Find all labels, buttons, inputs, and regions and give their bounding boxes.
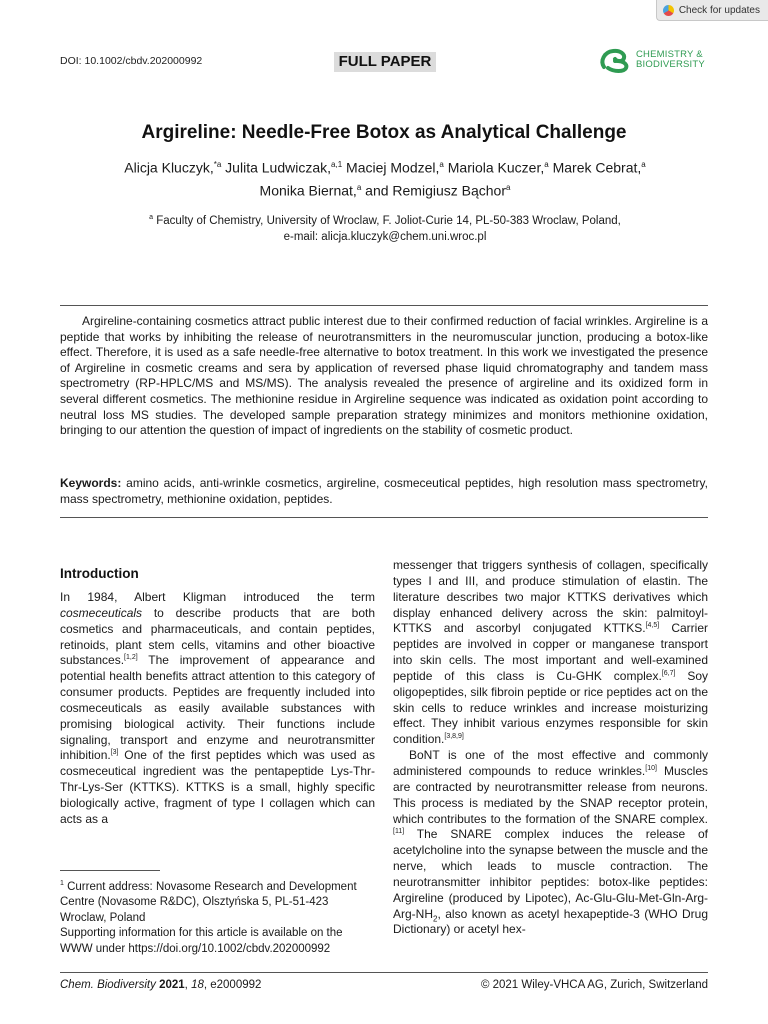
text-run: BoNT is one of the most effective and commonly administered compounds to reduce wrinkles. [393, 748, 708, 778]
paragraph [60, 590, 375, 828]
affiliation-marker: a,1 [331, 160, 343, 169]
author-line [90, 178, 680, 201]
body-column-left [60, 590, 375, 828]
affiliation-marker: a [356, 182, 362, 192]
citation-ref[interactable]: [1,2] [124, 654, 138, 662]
paragraph [393, 558, 708, 748]
affiliation-marker: a [439, 160, 444, 169]
paragraph [393, 748, 708, 938]
citation-ref[interactable]: [4,5] [645, 622, 660, 630]
footnote [60, 876, 375, 926]
supporting-info-note[interactable]: Supporting information for this article is available on the WWW under https://doi.org/10.1002/cbdv.202000992 [60, 927, 343, 955]
text-run: The improvement of appearance and potential health benefits attract attention to this category of consumer products. Peptides are frequently included into cosmeceuticals as easily available substances with promising biological activity. Their functions include signaling, transport and enzyme and neurotransmitter inhibition. [60, 653, 375, 763]
journal-logo-icon [598, 47, 632, 73]
citation-ref[interactable]: [3,8,9] [444, 733, 464, 741]
keywords-label: Keywords: [60, 476, 122, 490]
text-run: One of the first peptides which was used as cosmeceutical ingredient was the pentapeptide Lys-Thr-Thr-Lys-Ser (KTTKS). KTTKS is a small, highly specific biologically active, fragment of type I collagen which can acts as a [60, 748, 375, 826]
author-name: Mariola Kuczer, [443, 159, 545, 176]
author-name: Alicja Kluczyk, [124, 159, 214, 176]
footnote-text: Current address: Novasome Research and Development Centre (Novasome R&DC), Olsztyńska 5, PL-51-423 Wroclaw, Poland [60, 880, 357, 924]
affiliation-marker: a [149, 214, 154, 221]
section-label: FULL PAPER [334, 52, 436, 72]
contact-email[interactable]: e-mail: alicja.kluczyk@chem.uni.wroc.pl [283, 230, 487, 243]
section-heading: Introduction [60, 566, 139, 581]
journal-name-line2: BIODIVERSITY [636, 59, 705, 70]
affiliation [90, 210, 680, 245]
check-for-updates-badge[interactable] [656, 0, 768, 21]
copyright: © 2021 Wiley-VHCA AG, Zurich, Switzerland [480, 979, 708, 991]
author-name: Monika Biernat, [259, 182, 357, 199]
text-run: messenger that triggers synthesis of collagen, specifically types I and III, and produce stimulation of elastin. The literature describes two major KTTKS derivatives which display enhanced delivery across the skin: palmitoyl-KTTKS and ascorbyl conjugated KTTKS. [393, 558, 708, 636]
check-for-updates-label: Check for updates [678, 4, 760, 16]
footer-article-number: e2000992 [210, 979, 262, 991]
footer-year: 2021 [159, 979, 185, 991]
affiliation-marker: a [544, 160, 549, 169]
body-column-right [393, 558, 708, 938]
text-run: Carrier peptides are involved in copper or manganese transport into skin cells. The most important and well-examined peptide of this class is Cu-GHK complex. [393, 621, 708, 683]
crossmark-icon [663, 5, 674, 16]
text-run: to describe products that are both cosmetics and pharmaceuticals, and contain peptides, retinoids, plant stem cells, vitamins and other bioactive substances. [60, 605, 375, 668]
text-run: The SNARE complex induces the release of acetylcholine into the synapse between the muscle and the nerve, which leads to muscle contraction. The neurotransmitter inhibitor peptides: botox-like peptides: Argireline (produced by Lipotec), Ac-Glu-Glu-Met-Gln-Arg-Arg-NH [393, 827, 708, 921]
footer-volume: 18 [191, 979, 204, 991]
text-run: Soy oligopeptides, silk fibroin peptide or rice peptides act on the skin cells to reduce wrinkles and increase moisturizing effect. They inhibit various enzymes responsible for skin condition. [393, 668, 708, 747]
emphasis: cosmeceuticals [60, 605, 143, 620]
keywords [60, 476, 708, 507]
footnote-divider [60, 870, 160, 871]
citation-ref[interactable]: [11] [393, 828, 405, 836]
text-run: Muscles are contracted by neurotransmitter release from neurons. This process is mediated by the SNAP receptor protein, which contributes to the formation of the SNARE complex. [393, 763, 708, 826]
journal-logo [598, 47, 705, 73]
text-run: , also known as acetyl hexapeptide-3 (WHO Drug Dictionary) or acetyl hex- [393, 906, 708, 937]
subscript: 2 [433, 913, 438, 923]
keywords-list: amino acids, anti-wrinkle cosmetics, argireline, cosmeceutical peptides, high resolution mass spectrometry, mass spectrometry, methionine oxidation, peptides. [60, 476, 708, 506]
footnotes [60, 876, 375, 957]
footer-divider [60, 972, 708, 973]
affiliation-marker: a [506, 182, 511, 192]
citation-footer: Chem. Biodiversity 2021, 18, e2000992 [60, 979, 262, 991]
divider [60, 305, 708, 306]
journal-name-line1: CHEMISTRY & [636, 48, 703, 60]
citation-ref[interactable]: [6,7] [661, 669, 676, 677]
footer-journal: Chem. Biodiversity [60, 979, 156, 991]
author-list [90, 155, 680, 200]
author-name: Marek Cebrat, [548, 159, 642, 176]
affiliation-text: Faculty of Chemistry, University of Wroclaw, F. Joliot-Curie 14, PL-50-383 Wroclaw, Poland, [153, 214, 621, 227]
doi[interactable]: DOI: 10.1002/cbdv.202000992 [60, 55, 203, 67]
author-name: and Remigiusz Bąchor [361, 182, 507, 199]
footnote-marker: 1 [60, 880, 64, 887]
article-title: Argireline: Needle-Free Botox as Analytical Challenge [141, 122, 627, 143]
divider [60, 517, 708, 518]
abstract: Argireline-containing cosmetics attract public interest due to their confirmed reduction of facial wrinkles. Argireline is a peptide that works by inhibiting the release of neurotransmitters in the neuromuscular junction, producing a botox-like effect. Therefore, it is used as a safe needle-free alternative to botox treatment. In this work we investigated the presence of Argireline in cosmetic creams and sera by application of reversed phase liquid chromatography and tandem mass spectrometry (RP-HPLC/MS and MS/MS). The analysis revealed the presence of argireline and its oxidized form in several different cosmetics. The methionine residue in Argireline sequence was indicated as oxidation point according to neutral loss MS studies. The developed sample preparation strategy minimizes and monitors methionine oxidation, bringing to our attention the question of impact of ingredients on the stability of cosmetic product. [60, 314, 708, 438]
citation-ref[interactable]: [10] [645, 764, 657, 772]
affiliation-marker: a [641, 160, 646, 169]
affiliation-marker: *a [213, 160, 222, 169]
author-line [90, 155, 680, 178]
citation-ref[interactable]: [3] [110, 749, 119, 757]
text-run: In 1984, Albert Kligman introduced the term [60, 590, 375, 604]
author-name: Maciej Modzel, [342, 159, 440, 176]
author-name: Julita Ludwiczak, [221, 159, 332, 176]
